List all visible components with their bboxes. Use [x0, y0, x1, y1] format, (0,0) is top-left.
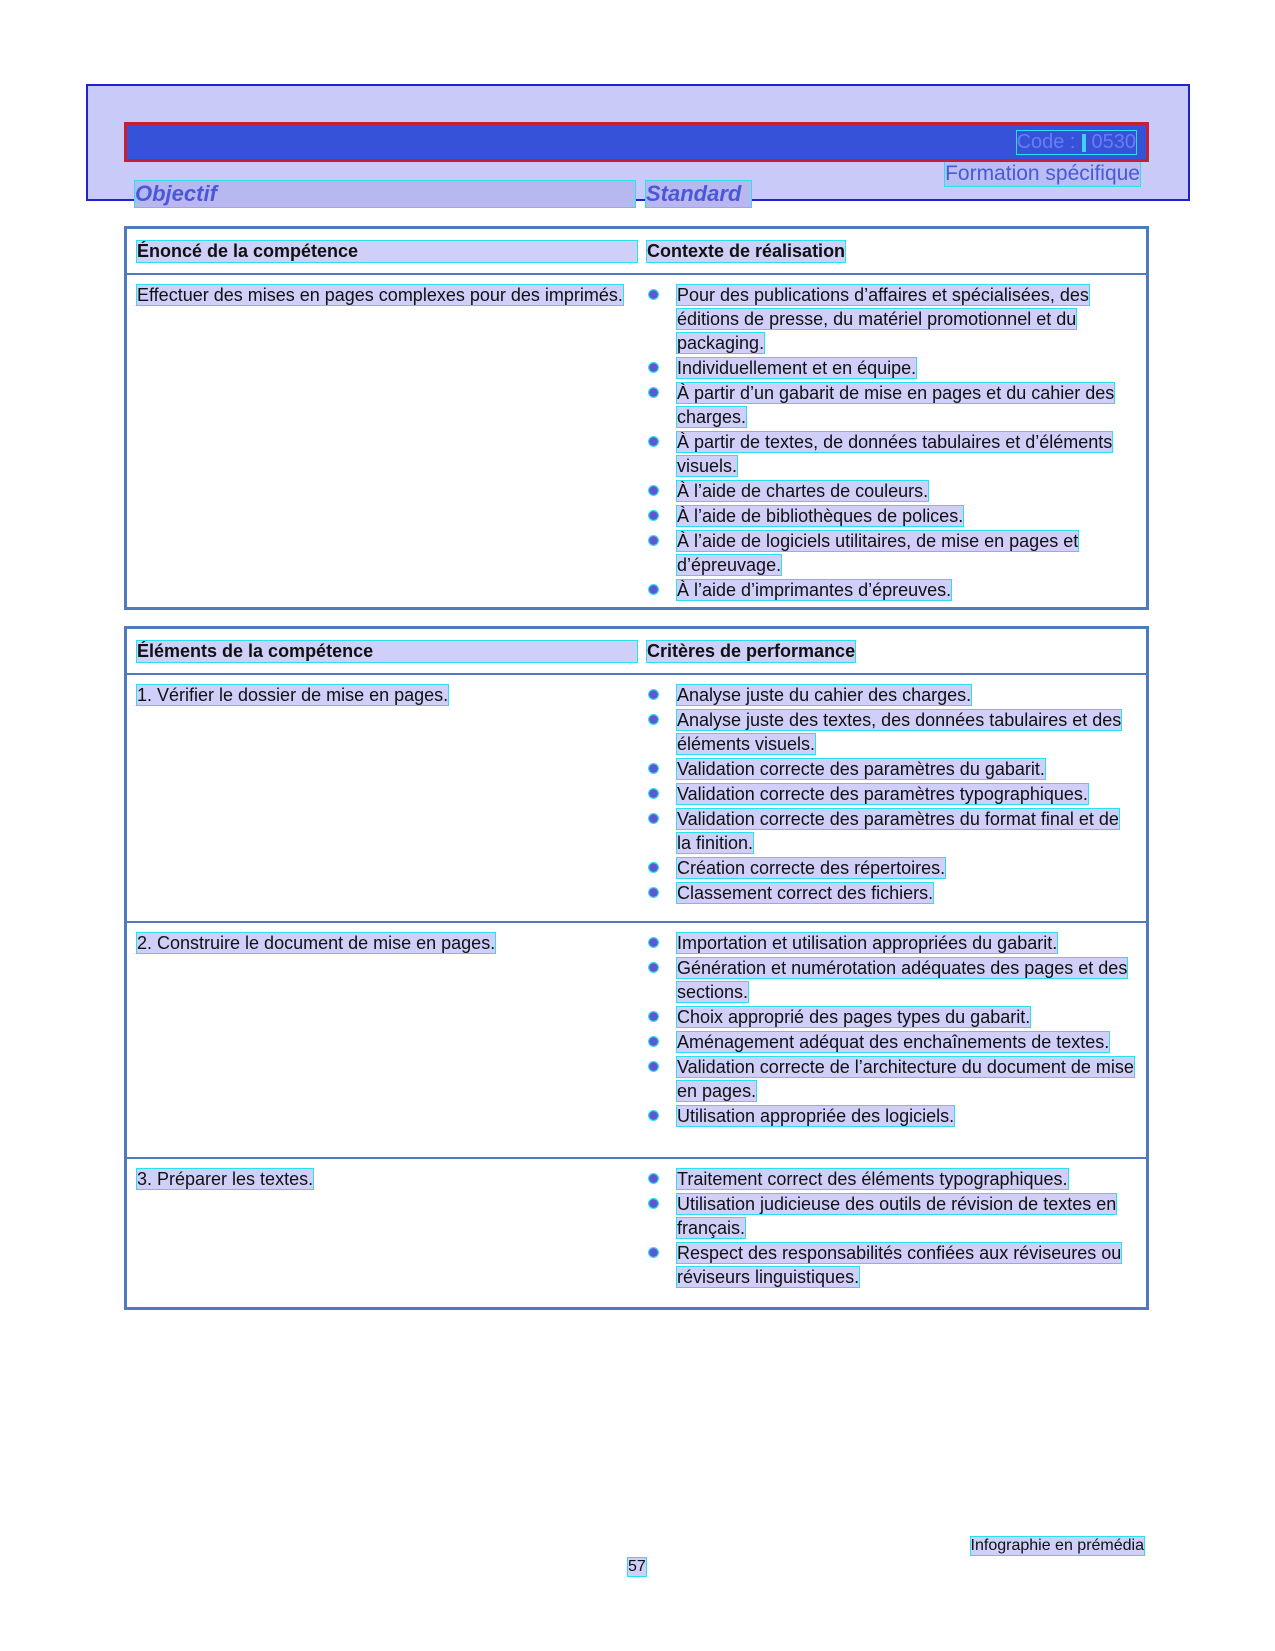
competency-statement: Effectuer des mises en pages complexes pour des imprimés. [137, 285, 623, 305]
element-label: 1. Vérifier le dossier de mise en pages. [137, 685, 449, 705]
list-item: À l’aide d’imprimantes d’épreuves. [647, 578, 1136, 602]
bullet-icon [649, 536, 658, 545]
list-item: Respect des responsabilités confiées aux réviseures ou réviseurs linguistiques. [647, 1241, 1136, 1289]
context-list [647, 283, 1136, 603]
criteria-list [647, 931, 1136, 1129]
list-item: Choix approprié des pages types du gabarit. [647, 1005, 1136, 1029]
bullet-icon [649, 1174, 658, 1183]
list-item: Validation correcte des paramètres typographiques. [647, 782, 1136, 806]
element-label: 2. Construire le document de mise en pages. [137, 933, 496, 953]
list-item: Aménagement adéquat des enchaînements de textes. [647, 1030, 1136, 1054]
list-item: Utilisation judicieuse des outils de révision de textes en français. [647, 1192, 1136, 1240]
code-bar [124, 122, 1149, 162]
statement-heading: Énoncé de la compétence [137, 241, 637, 262]
code-separator [1082, 134, 1086, 152]
bullet-icon [649, 363, 658, 372]
list-item: Importation et utilisation appropriées du gabarit. [647, 931, 1136, 955]
bullet-icon [649, 1012, 658, 1021]
bullet-icon [649, 388, 658, 397]
list-item: Classement correct des fichiers. [647, 881, 1136, 905]
bullet-icon [649, 938, 658, 947]
list-item: À l’aide de bibliothèques de polices. [647, 504, 1136, 528]
bullet-icon [649, 715, 658, 724]
competency-statement-table [124, 226, 1149, 610]
standard-heading: Standard [646, 181, 751, 207]
bullet-icon [649, 585, 658, 594]
table-row [127, 675, 1146, 921]
bullet-icon [649, 690, 658, 699]
list-item: Analyse juste du cahier des charges. [647, 683, 1136, 707]
bullet-icon [649, 789, 658, 798]
table-header [127, 229, 1146, 275]
bullet-icon [649, 963, 658, 972]
bullet-icon [649, 437, 658, 446]
table-header [127, 629, 1146, 675]
criteria-heading: Critères de performance [647, 641, 856, 661]
criteria-list [647, 1167, 1136, 1290]
objective-heading: Objectif [135, 181, 635, 207]
bullet-icon [649, 764, 658, 773]
element-label: 3. Préparer les textes. [137, 1169, 314, 1189]
bullet-icon [649, 1199, 658, 1208]
code-label: Code : [1016, 131, 1076, 153]
bullet-icon [649, 290, 658, 299]
competency-code [1017, 131, 1136, 154]
list-item: Utilisation appropriée des logiciels. [647, 1104, 1136, 1128]
footer-program-title: Infographie en prémédia [970, 1537, 1144, 1554]
list-item: Création correcte des répertoires. [647, 856, 1136, 880]
list-item: À l’aide de chartes de couleurs. [647, 479, 1136, 503]
list-item: Pour des publications d’affaires et spécialisées, des éditions de presse, du matériel promotionnel et du packaging. [647, 283, 1136, 355]
context-heading: Contexte de réalisation [647, 241, 846, 261]
bullet-icon [649, 888, 658, 897]
list-item: Individuellement et en équipe. [647, 356, 1136, 380]
elements-heading: Éléments de la compétence [137, 641, 637, 662]
table-row [127, 921, 1146, 1159]
list-item: Traitement correct des éléments typographiques. [647, 1167, 1136, 1191]
bullet-icon [649, 1111, 658, 1120]
bullet-icon [649, 814, 658, 823]
code-value: 0530 [1091, 131, 1136, 153]
list-item: Génération et numérotation adéquates des pages et des sections. [647, 956, 1136, 1004]
page-number: 57 [628, 1558, 646, 1575]
bullet-icon [649, 511, 658, 520]
bullet-icon [649, 1248, 658, 1257]
list-item: À partir de textes, de données tabulaires et d’éléments visuels. [647, 430, 1136, 478]
criteria-list [647, 683, 1136, 906]
list-item: Analyse juste des textes, des données tabulaires et des éléments visuels. [647, 708, 1136, 756]
bullet-icon [649, 863, 658, 872]
list-item: Validation correcte des paramètres du gabarit. [647, 757, 1136, 781]
list-item: Validation correcte des paramètres du format final et de la finition. [647, 807, 1136, 855]
competency-elements-table [124, 626, 1149, 1310]
list-item: Validation correcte de l’architecture du document de mise en pages. [647, 1055, 1136, 1103]
program-subtitle: Formation spécifique [945, 162, 1140, 185]
bullet-icon [649, 1062, 658, 1071]
list-item: À partir d’un gabarit de mise en pages et du cahier des charges. [647, 381, 1136, 429]
table-row [127, 1157, 1146, 1309]
bullet-icon [649, 486, 658, 495]
bullet-icon [649, 1037, 658, 1046]
list-item: À l’aide de logiciels utilitaires, de mise en pages et d’épreuvage. [647, 529, 1136, 577]
